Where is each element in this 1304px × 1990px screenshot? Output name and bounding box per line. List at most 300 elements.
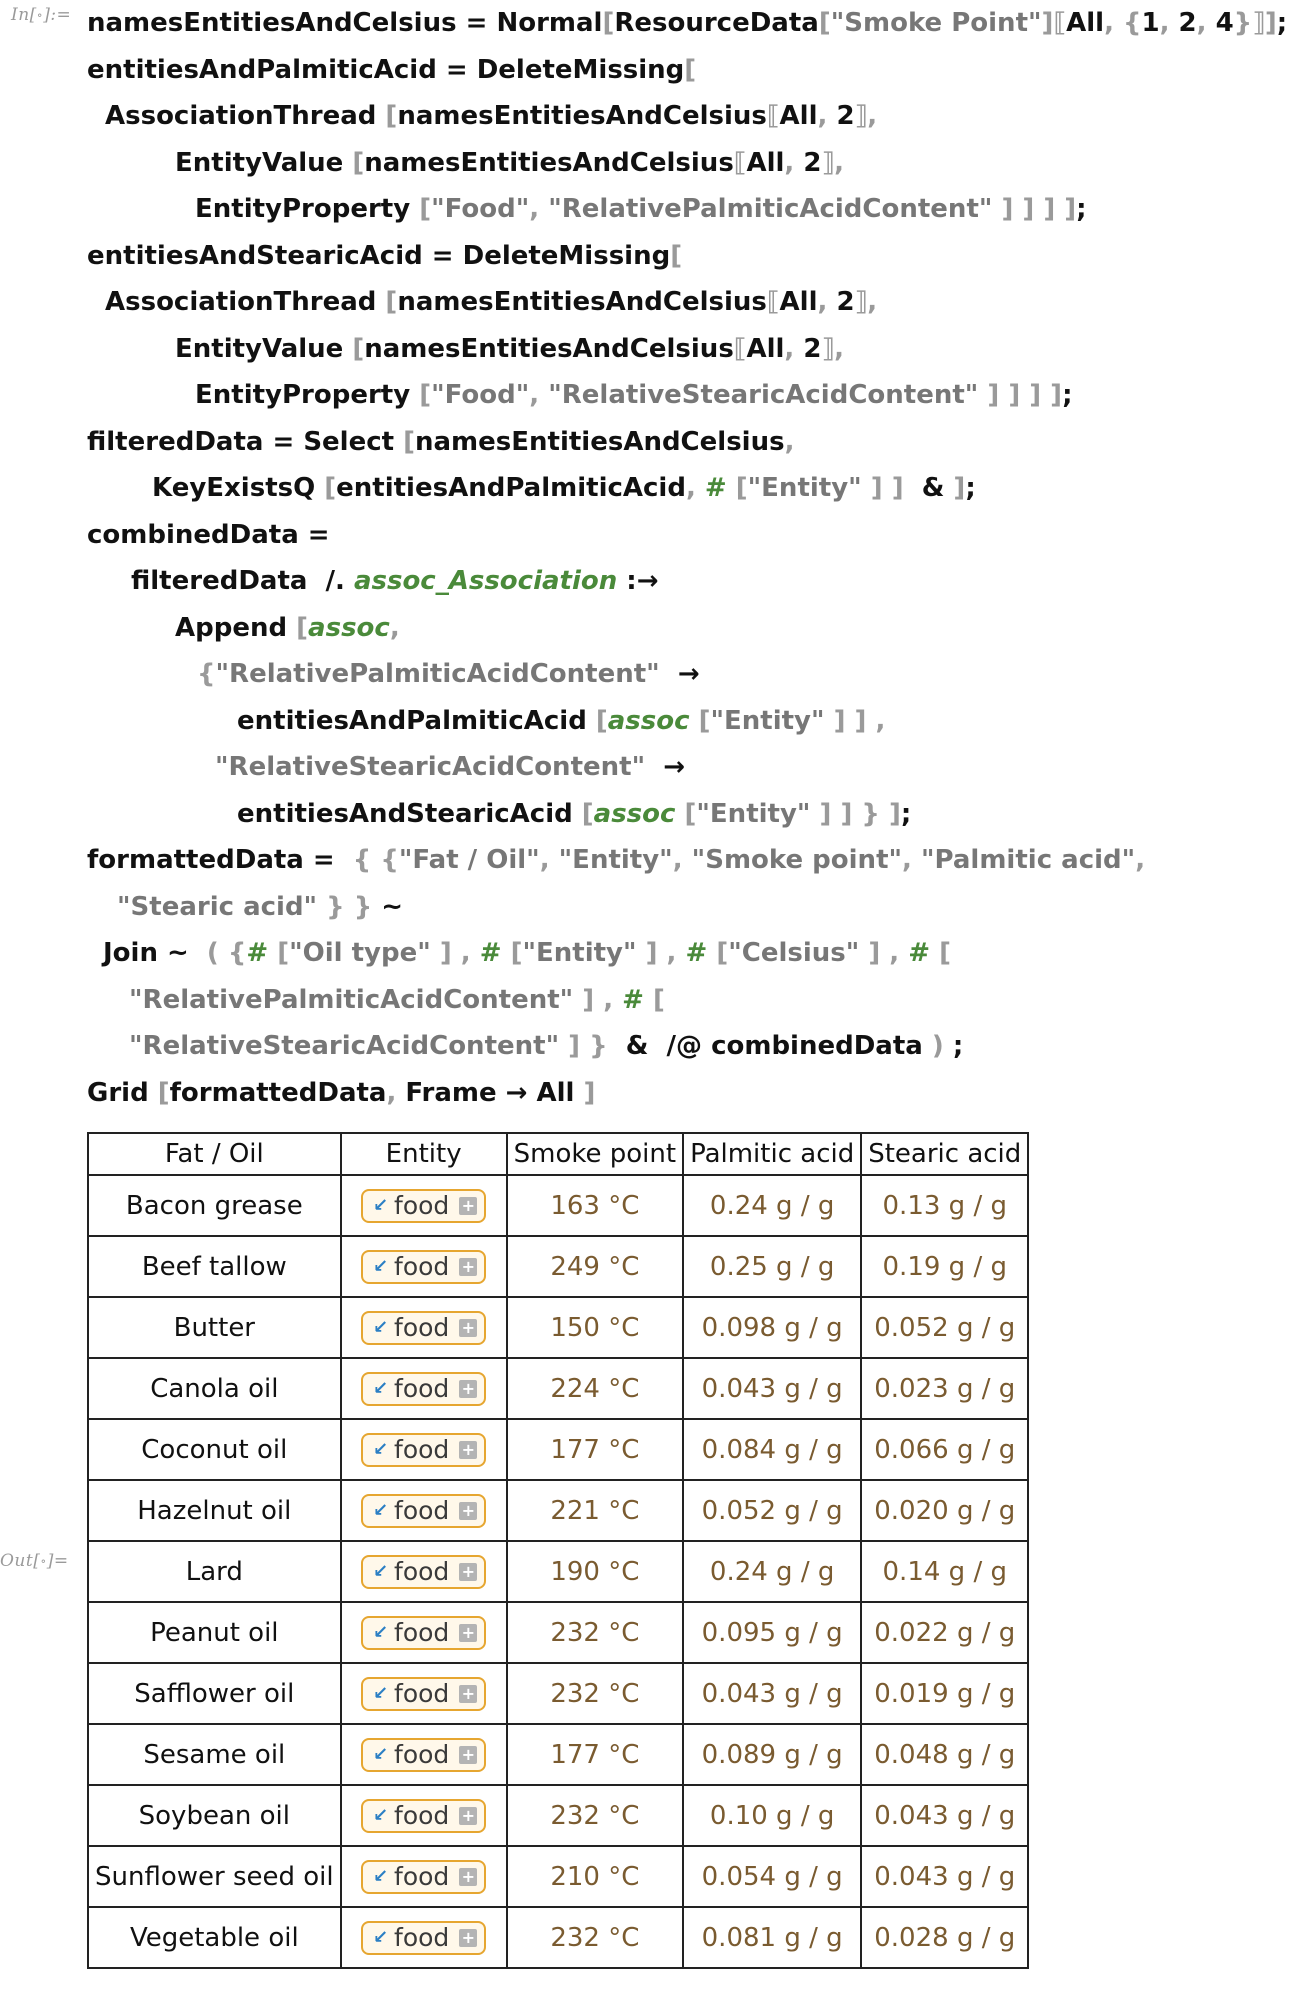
output-cell-label xyxy=(0,1551,69,1571)
code-token: [ xyxy=(287,612,309,643)
food-entity-blob[interactable] xyxy=(361,1799,486,1833)
code-token: All xyxy=(779,101,818,131)
code-token: ⟦ xyxy=(733,147,747,178)
code-token: 2 xyxy=(803,147,822,178)
code-token: DeleteMissing xyxy=(476,54,685,85)
code-token: /@ xyxy=(657,1031,712,1061)
food-entity-icon: ↙ xyxy=(372,1439,389,1460)
code-token: "Fat / Oil" xyxy=(398,845,540,875)
plus-expand-icon[interactable]: + xyxy=(459,1441,477,1459)
food-entity-blob[interactable] xyxy=(361,1189,486,1223)
code-token: "Celsius" xyxy=(728,938,860,968)
plus-expand-icon[interactable]: + xyxy=(459,1380,477,1398)
oil-name-cell: Beef tallow xyxy=(88,1236,341,1297)
code-token: Grid xyxy=(87,1077,149,1108)
code-token: :→ xyxy=(617,566,659,596)
code-token: # xyxy=(704,473,727,503)
palmitic-acid-cell: 0.081 g / g xyxy=(683,1907,861,1968)
code-token: ⟧ xyxy=(821,147,835,178)
code-token: [ xyxy=(930,938,951,968)
code-token: , xyxy=(866,705,886,736)
entity-label: food xyxy=(394,1862,450,1891)
smoke-point-cell: 177 °C xyxy=(507,1419,683,1480)
code-token: ] , xyxy=(430,938,480,968)
table-row xyxy=(88,1419,1028,1480)
code-token: "RelativeStearicAcidContent" xyxy=(129,1031,560,1061)
code-token: [ xyxy=(572,798,594,829)
entity-cell xyxy=(341,1602,507,1663)
code-token: [ xyxy=(684,54,697,85)
code-token: /. xyxy=(307,566,354,596)
code-line-7[interactable] xyxy=(87,279,1287,326)
code-token: assoc_Association xyxy=(353,566,618,596)
code-token: ; xyxy=(943,1031,964,1061)
code-token: All xyxy=(536,1077,575,1108)
code-token: = xyxy=(456,8,497,38)
code-token: , xyxy=(685,473,705,503)
oil-name-cell: Hazelnut oil xyxy=(88,1480,341,1541)
cell-number-placeholder: ∘ xyxy=(36,8,44,22)
code-token: namesEntitiesAndCelsius xyxy=(364,333,734,364)
grid-header-row xyxy=(88,1133,1028,1175)
code-line-22[interactable] xyxy=(87,977,1287,1024)
table-row xyxy=(88,1846,1028,1907)
code-line-16[interactable] xyxy=(87,698,1287,745)
plus-expand-icon[interactable]: + xyxy=(459,1868,477,1886)
entity-cell xyxy=(341,1785,507,1846)
food-entity-icon: ↙ xyxy=(372,1500,389,1521)
oil-name-cell: Lard xyxy=(88,1541,341,1602)
entity-label: food xyxy=(394,1618,450,1647)
entity-label: food xyxy=(394,1191,450,1220)
entity-cell xyxy=(341,1297,507,1358)
code-token: , xyxy=(672,845,692,875)
palmitic-acid-cell: 0.24 g / g xyxy=(683,1541,861,1602)
oil-name-cell: Canola oil xyxy=(88,1358,341,1419)
entity-cell xyxy=(341,1541,507,1602)
code-token: namesEntitiesAndCelsius xyxy=(397,287,767,317)
code-token: "Palmitic acid" xyxy=(920,845,1136,875)
palmitic-acid-cell: 0.043 g / g xyxy=(683,1358,861,1419)
code-token: [ xyxy=(315,473,337,503)
code-token: "Oil type" xyxy=(289,938,431,968)
code-token: = xyxy=(263,426,304,457)
plus-expand-icon[interactable]: + xyxy=(459,1746,477,1764)
smoke-point-cell: 249 °C xyxy=(507,1236,683,1297)
code-token: [ xyxy=(818,8,831,38)
code-token: , xyxy=(1159,8,1179,38)
stearic-acid-cell: 0.022 g / g xyxy=(861,1602,1028,1663)
code-token: , xyxy=(902,845,921,875)
smoke-point-cell: 232 °C xyxy=(507,1602,683,1663)
input-cell-label xyxy=(11,5,71,25)
food-entity-blob[interactable] xyxy=(361,1311,486,1345)
code-token: → xyxy=(659,659,700,689)
code-line-19[interactable] xyxy=(87,837,1287,884)
in-label-suffix: ]:= xyxy=(43,5,72,25)
code-token: "RelativePalmiticAcidContent" xyxy=(548,194,993,224)
food-entity-blob[interactable] xyxy=(361,1250,486,1284)
food-entity-icon: ↙ xyxy=(372,1195,389,1216)
code-line-17[interactable] xyxy=(87,744,1287,791)
code-token: { { xyxy=(343,845,399,875)
code-token: , xyxy=(1135,845,1146,875)
code-token: ⟧ xyxy=(821,333,835,364)
food-entity-blob[interactable] xyxy=(361,1677,486,1711)
entity-label: food xyxy=(394,1557,450,1586)
food-entity-icon: ↙ xyxy=(372,1622,389,1643)
code-token: AssociationThread xyxy=(105,287,377,317)
plus-expand-icon[interactable]: + xyxy=(459,1929,477,1947)
smoke-point-cell: 232 °C xyxy=(507,1785,683,1846)
code-token: "Entity" xyxy=(558,845,673,875)
code-token: AssociationThread xyxy=(105,101,377,131)
smoke-point-cell: 210 °C xyxy=(507,1846,683,1907)
code-token: assoc xyxy=(607,705,690,736)
header-palmitic-acid: Palmitic acid xyxy=(683,1133,861,1175)
palmitic-acid-cell: 0.054 g / g xyxy=(683,1846,861,1907)
code-line-20[interactable] xyxy=(87,884,1287,931)
code-line-21[interactable] xyxy=(87,930,1287,977)
table-row xyxy=(88,1724,1028,1785)
code-token: All xyxy=(746,333,785,364)
code-token: [ xyxy=(501,938,523,968)
code-token: , xyxy=(784,426,795,457)
code-token: ( { xyxy=(197,938,247,968)
code-token: 1 xyxy=(1141,8,1160,38)
entity-cell xyxy=(341,1724,507,1785)
code-token: = xyxy=(422,240,463,271)
code-line-5[interactable] xyxy=(87,186,1287,233)
code-line-11[interactable] xyxy=(87,465,1287,512)
code-token: namesEntitiesAndCelsius xyxy=(397,101,767,131)
food-entity-icon: ↙ xyxy=(372,1561,389,1582)
food-entity-blob[interactable] xyxy=(361,1433,486,1467)
code-token: DeleteMissing xyxy=(462,240,671,271)
out-label-prefix: Out[ xyxy=(0,1551,41,1571)
code-token: , xyxy=(834,333,845,364)
code-token: → xyxy=(645,752,686,782)
entity-cell xyxy=(341,1907,507,1968)
code-line-10[interactable] xyxy=(87,419,1287,466)
code-line-6[interactable] xyxy=(87,233,1287,280)
food-entity-blob[interactable] xyxy=(361,1616,486,1650)
code-token: ; xyxy=(1062,380,1073,410)
code-token: ] xyxy=(944,473,966,503)
code-token: assoc xyxy=(593,798,676,829)
smoke-point-cell: 150 °C xyxy=(507,1297,683,1358)
food-entity-blob[interactable] xyxy=(361,1738,486,1772)
code-token: , xyxy=(1104,8,1123,38)
code-token: combinedData xyxy=(87,519,299,550)
stearic-acid-cell: 0.020 g / g xyxy=(861,1480,1028,1541)
entity-cell xyxy=(341,1358,507,1419)
output-grid-table xyxy=(87,1132,1029,1969)
code-token: [ xyxy=(148,1077,170,1108)
stearic-acid-cell: 0.13 g / g xyxy=(861,1175,1028,1236)
code-token: , xyxy=(817,287,837,317)
code-token: = xyxy=(436,54,477,85)
code-token: ; xyxy=(1076,194,1087,224)
smoke-point-cell: 221 °C xyxy=(507,1480,683,1541)
code-token: entitiesAndStearicAcid xyxy=(237,798,573,829)
code-token: 2 xyxy=(1178,8,1197,38)
table-row xyxy=(88,1602,1028,1663)
food-entity-blob[interactable] xyxy=(361,1555,486,1589)
code-token: ] ] } ] xyxy=(810,798,901,829)
code-token: "RelativePalmiticAcidContent" xyxy=(215,659,660,689)
entity-label: food xyxy=(394,1435,450,1464)
code-token: EntityProperty xyxy=(195,380,411,410)
code-token: assoc xyxy=(308,612,390,643)
code-token: [ xyxy=(602,8,615,38)
entity-cell xyxy=(341,1663,507,1724)
code-token: [ xyxy=(726,473,748,503)
code-token: entitiesAndPalmiticAcid xyxy=(336,473,686,503)
oil-name-cell: Bacon grease xyxy=(88,1175,341,1236)
food-entity-blob[interactable] xyxy=(361,1921,486,1955)
code-token: , xyxy=(784,333,804,364)
table-row xyxy=(88,1358,1028,1419)
stearic-acid-cell: 0.048 g / g xyxy=(861,1724,1028,1785)
code-token: ] , xyxy=(859,938,909,968)
code-token: , xyxy=(529,380,549,410)
plus-expand-icon[interactable]: + xyxy=(459,1563,477,1581)
oil-name-cell: Soybean oil xyxy=(88,1785,341,1846)
palmitic-acid-cell: 0.084 g / g xyxy=(683,1419,861,1480)
code-line-23[interactable] xyxy=(87,1023,1287,1070)
code-token: Normal xyxy=(496,8,603,38)
plus-expand-icon[interactable]: + xyxy=(459,1502,477,1520)
table-row xyxy=(88,1236,1028,1297)
oil-name-cell: Coconut oil xyxy=(88,1419,341,1480)
code-token: ] , xyxy=(573,984,623,1015)
code-token: "Entity" xyxy=(522,938,637,968)
header-stearic-acid: Stearic acid xyxy=(861,1133,1028,1175)
code-token: "Entity" xyxy=(747,473,862,503)
code-token: "Entity" xyxy=(696,798,811,829)
code-token: [ xyxy=(343,147,365,178)
stearic-acid-cell: 0.043 g / g xyxy=(861,1846,1028,1907)
plus-expand-icon[interactable]: + xyxy=(459,1807,477,1825)
code-token: , xyxy=(386,1077,406,1108)
code-token: ] ] xyxy=(824,705,867,736)
code-token: , xyxy=(867,101,878,131)
code-token: { xyxy=(1123,8,1142,38)
code-token: "RelativeStearicAcidContent" xyxy=(548,380,979,410)
code-line-18[interactable] xyxy=(87,791,1287,838)
entity-cell xyxy=(341,1419,507,1480)
code-token: ResourceData xyxy=(614,8,819,38)
code-token: [ xyxy=(670,240,683,271)
code-token: ] xyxy=(1041,8,1054,38)
code-token: 2 xyxy=(836,287,855,317)
smoke-point-cell: 232 °C xyxy=(507,1663,683,1724)
food-entity-icon: ↙ xyxy=(372,1927,389,1948)
table-row xyxy=(88,1480,1028,1541)
code-token: namesEntitiesAndCelsius xyxy=(415,426,785,457)
out-label-suffix: ]= xyxy=(46,1551,69,1571)
code-token: ⟦ xyxy=(766,101,780,131)
food-entity-icon: ↙ xyxy=(372,1744,389,1765)
code-token: namesEntitiesAndCelsius xyxy=(87,8,457,38)
food-entity-icon: ↙ xyxy=(372,1378,389,1399)
code-token: = xyxy=(298,519,330,550)
entity-label: food xyxy=(394,1313,450,1342)
stearic-acid-cell: 0.14 g / g xyxy=(861,1541,1028,1602)
food-entity-blob[interactable] xyxy=(361,1494,486,1528)
code-token: } xyxy=(1233,8,1253,38)
code-token: { xyxy=(197,659,216,689)
table-row xyxy=(88,1907,1028,1968)
oil-name-cell: Sunflower seed oil xyxy=(88,1846,341,1907)
oil-name-cell: Butter xyxy=(88,1297,341,1358)
code-token: ; xyxy=(1276,8,1288,38)
entity-label: food xyxy=(394,1679,450,1708)
code-token: , xyxy=(1196,8,1216,38)
stearic-acid-cell: 0.066 g / g xyxy=(861,1419,1028,1480)
code-line-24[interactable] xyxy=(87,1070,1287,1117)
code-token: [ xyxy=(394,426,415,457)
code-token: ] ] xyxy=(861,473,904,503)
code-token: ] xyxy=(574,1077,596,1108)
code-line-1[interactable] xyxy=(87,0,1287,47)
entity-label: food xyxy=(394,1923,450,1952)
entity-label: food xyxy=(394,1252,450,1281)
code-token: filteredData xyxy=(87,426,264,457)
code-token: ⟧ xyxy=(854,101,868,131)
code-token: [ xyxy=(643,984,665,1015)
smoke-point-cell: 232 °C xyxy=(507,1907,683,1968)
code-token: & xyxy=(607,1031,658,1061)
code-line-4[interactable] xyxy=(87,140,1287,187)
smoke-point-cell: 163 °C xyxy=(507,1175,683,1236)
code-token: ⟦ xyxy=(766,287,780,317)
code-token: ; xyxy=(900,798,912,829)
stearic-acid-cell: 0.19 g / g xyxy=(861,1236,1028,1297)
food-entity-icon: ↙ xyxy=(372,1805,389,1826)
code-token: ] ] ] ] xyxy=(978,380,1063,410)
table-row xyxy=(88,1297,1028,1358)
code-token: # xyxy=(479,938,502,968)
table-row xyxy=(88,1785,1028,1846)
code-token: entitiesAndPalmiticAcid xyxy=(237,705,587,736)
code-token: , xyxy=(867,287,878,317)
code-token: "Stearic acid" xyxy=(117,891,318,922)
entity-label: food xyxy=(394,1740,450,1769)
code-token: [ xyxy=(586,705,608,736)
food-entity-blob[interactable] xyxy=(361,1860,486,1894)
code-token: namesEntitiesAndCelsius xyxy=(364,147,734,178)
code-token: All xyxy=(1066,8,1105,38)
code-token: ⟧ xyxy=(854,287,868,317)
code-token: , xyxy=(539,845,559,875)
plus-expand-icon[interactable]: + xyxy=(459,1197,477,1215)
code-token: ] ] ] ] xyxy=(992,194,1077,224)
code-token: Frame xyxy=(405,1077,497,1108)
stearic-acid-cell: 0.023 g / g xyxy=(861,1358,1028,1419)
plus-expand-icon[interactable]: + xyxy=(459,1319,477,1337)
code-token: # xyxy=(622,984,644,1015)
code-line-12[interactable] xyxy=(87,512,1287,559)
code-token: ⟦ xyxy=(1053,8,1067,38)
code-token: ] } xyxy=(559,1031,608,1061)
code-token: [ xyxy=(268,938,290,968)
code-token: All xyxy=(779,287,818,317)
oil-name-cell: Safflower oil xyxy=(88,1663,341,1724)
code-line-9[interactable] xyxy=(87,372,1287,419)
entity-label: food xyxy=(394,1801,450,1830)
code-token: [ xyxy=(707,938,729,968)
code-token: Join xyxy=(103,938,158,968)
code-token: [ xyxy=(376,101,398,131)
code-token: [ xyxy=(376,287,398,317)
code-token: , xyxy=(529,194,549,224)
code-token: entitiesAndStearicAcid xyxy=(87,240,423,271)
plus-expand-icon[interactable]: + xyxy=(459,1685,477,1703)
code-line-14[interactable] xyxy=(87,605,1287,652)
code-token: Append xyxy=(175,612,288,643)
code-line-8[interactable] xyxy=(87,326,1287,373)
code-token: ⟦ xyxy=(733,333,747,364)
food-entity-blob[interactable] xyxy=(361,1372,486,1406)
code-token: [ xyxy=(689,705,711,736)
code-token: [ xyxy=(410,194,432,224)
code-line-15[interactable] xyxy=(87,651,1287,698)
food-entity-icon: ↙ xyxy=(372,1256,389,1277)
code-line-13[interactable] xyxy=(87,558,1287,605)
cell-number-placeholder: ∘ xyxy=(40,1554,47,1568)
code-token: ~ xyxy=(372,891,404,922)
code-token: EntityValue xyxy=(175,333,344,364)
code-token: KeyExistsQ xyxy=(152,473,316,503)
code-token: # xyxy=(246,938,269,968)
smoke-point-cell: 190 °C xyxy=(507,1541,683,1602)
food-entity-icon: ↙ xyxy=(372,1866,389,1887)
code-token: , xyxy=(817,101,837,131)
header-entity: Entity xyxy=(341,1133,507,1175)
entity-cell xyxy=(341,1846,507,1907)
oil-name-cell: Vegetable oil xyxy=(88,1907,341,1968)
food-entity-icon: ↙ xyxy=(372,1317,389,1338)
code-token: "RelativeStearicAcidContent" xyxy=(215,752,646,782)
palmitic-acid-cell: 0.043 g / g xyxy=(683,1663,861,1724)
entity-label: food xyxy=(394,1374,450,1403)
code-token: formattedData xyxy=(169,1077,387,1108)
plus-expand-icon[interactable]: + xyxy=(459,1624,477,1642)
plus-expand-icon[interactable]: + xyxy=(459,1258,477,1276)
code-token: "Smoke Point" xyxy=(830,8,1042,38)
code-line-3[interactable] xyxy=(87,93,1287,140)
code-token: ) xyxy=(922,1031,944,1061)
entity-cell xyxy=(341,1236,507,1297)
stearic-acid-cell: 0.019 g / g xyxy=(861,1663,1028,1724)
code-token: ] xyxy=(1264,8,1277,38)
code-token: "Entity" xyxy=(710,705,825,736)
code-token: entitiesAndPalmiticAcid xyxy=(87,54,437,85)
code-line-2[interactable] xyxy=(87,47,1287,94)
palmitic-acid-cell: 0.089 g / g xyxy=(683,1724,861,1785)
code-token: 2 xyxy=(836,101,855,131)
input-code-cell[interactable] xyxy=(87,0,1287,1116)
code-token: , xyxy=(784,147,804,178)
code-token: "RelativePalmiticAcidContent" xyxy=(129,984,574,1015)
code-token: ~ xyxy=(157,938,198,968)
oil-name-cell: Peanut oil xyxy=(88,1602,341,1663)
header-fat-oil: Fat / Oil xyxy=(88,1133,341,1175)
code-token: filteredData xyxy=(131,566,308,596)
in-label-prefix: In[ xyxy=(11,5,37,25)
